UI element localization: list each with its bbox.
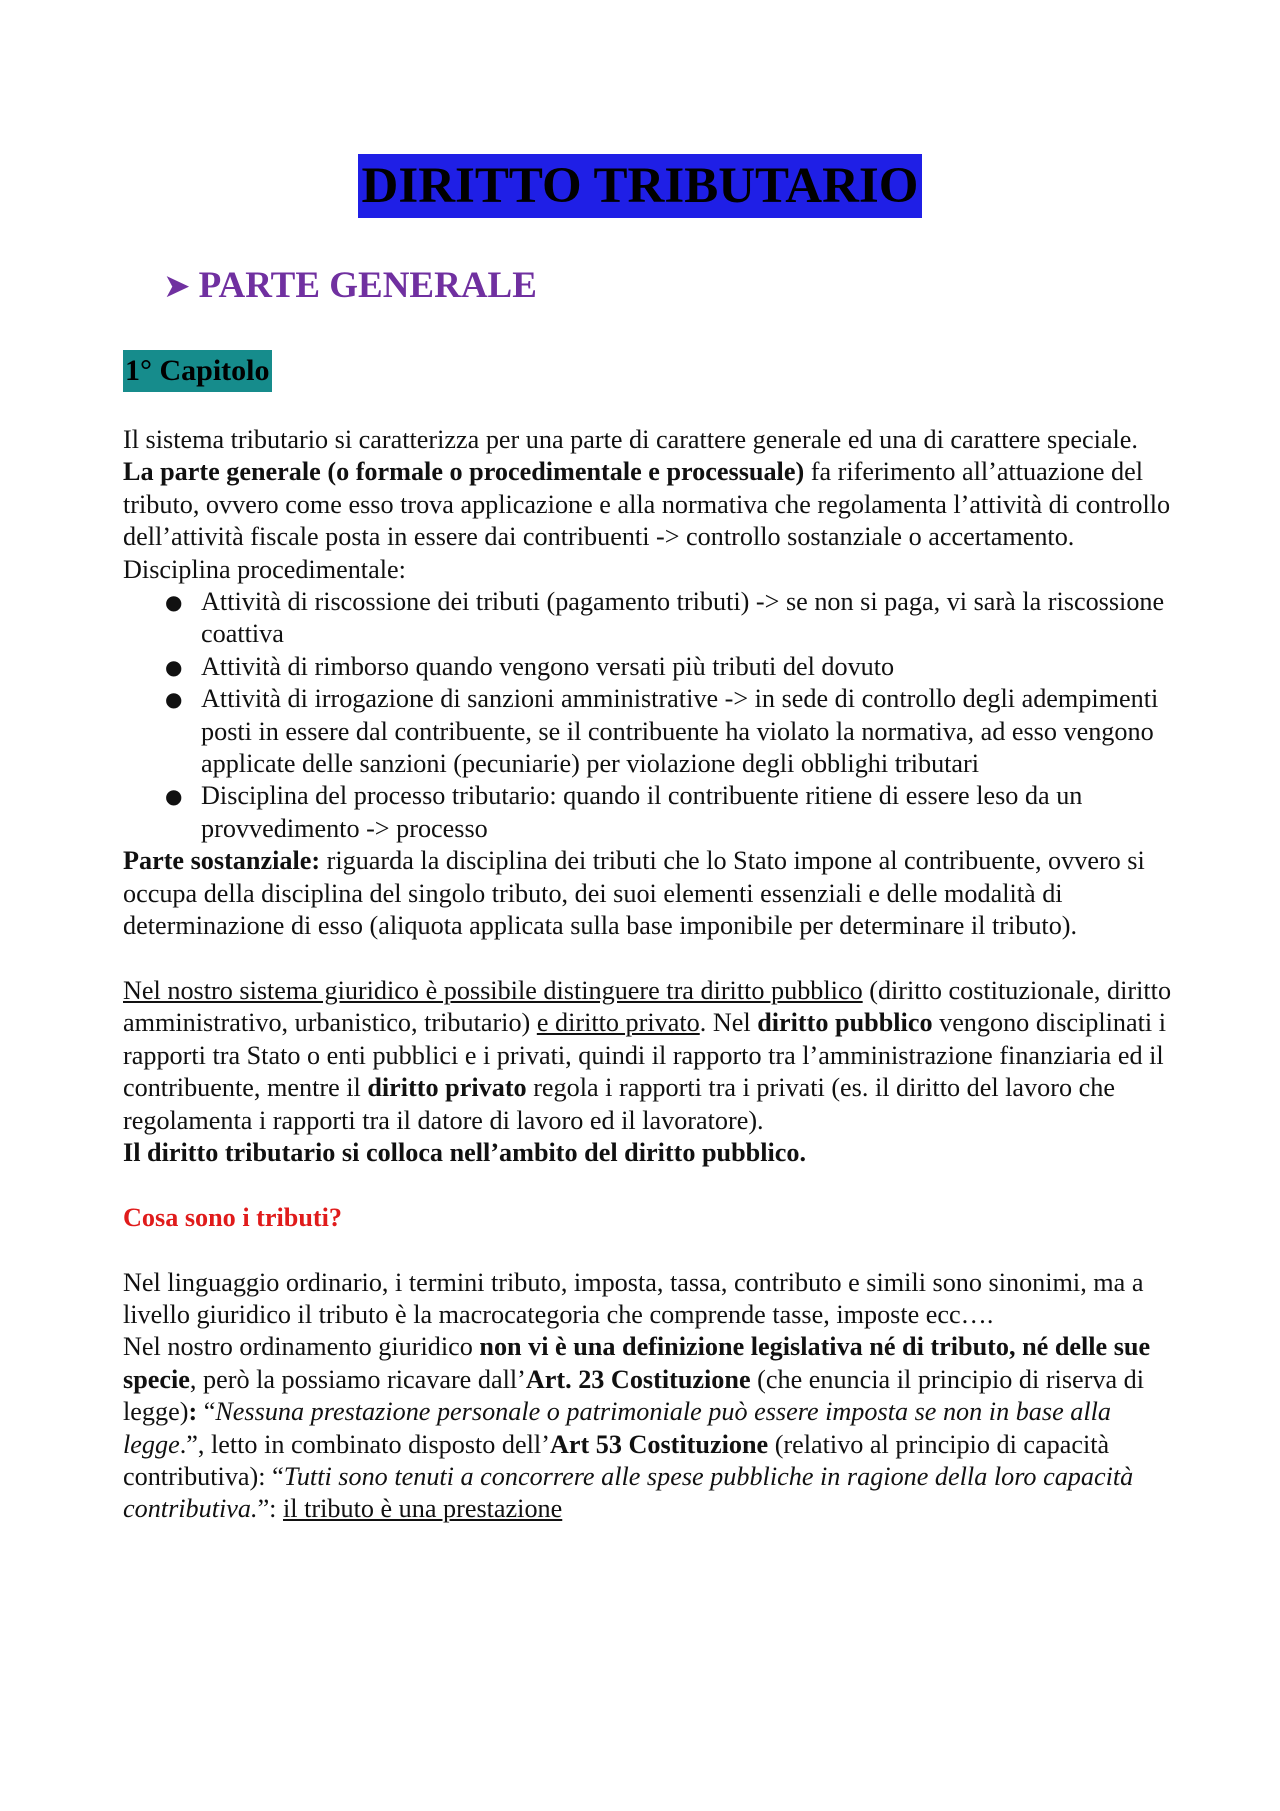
text-run: (relativo al principio di capacità contributiva): “ [123,1429,1110,1491]
bullet-list [123,586,1173,845]
bold-text: Il diritto tributario si colloca nell’ambito del diritto pubblico. [123,1137,807,1167]
text-run: ”: [257,1494,284,1524]
text-run: riguarda la disciplina dei tributi che lo Stato impone al contribuente, ovvero si occupa della disciplina del singolo tributo, dei suoi elementi essenziali e delle modalità di determinazione di esso (aliquota applicata sulla base imponibile per determinare il tributo). [123,846,1145,941]
paragraph-procedural: Disciplina procedimentale: [123,554,406,584]
text-run: “ [197,1397,216,1427]
bold-text: Art. 23 Costituzione [525,1364,751,1394]
text-run: vengono disciplinati i rapporti tra Stato o enti pubblici e i privati, quindi il rapporto tra l’amministrazione finanziaria ed il contribuente, mentre il [123,1008,1167,1103]
paragraph-conclusion [123,1137,1173,1169]
list-item [165,586,1173,651]
text-run: . Nel [699,1008,758,1038]
paragraph-definition [123,1331,1173,1525]
list-item [165,651,1173,683]
paragraph-general-part [123,456,1173,553]
title-container [0,154,1280,218]
bold-text: non vi è una definizione legislativa né di tributo, né delle sue specie [123,1332,1151,1394]
bold-text: Parte sostanziale: [123,846,321,876]
paragraph-substantive [123,845,1173,942]
blank-line [123,1169,1173,1201]
section-heading [163,262,537,310]
bullet-icon: ● [165,687,183,712]
underlined-text: Nel nostro sistema giuridico è possibile distinguere tra diritto pubblico [123,975,863,1005]
text-run: .”, letto in combinato disposto dell’ [179,1429,550,1459]
text-run: regola i rapporti tra i privati (es. il diritto del lavoro che regolamenta i rapporti tra il datore di lavoro ed il lavoratore). [123,1073,1115,1135]
text-run: (diritto costituzionale, diritto amministrativo, urbanistico, tributario) [123,975,1172,1038]
bold-text: La parte generale (o formale o procedimentale e processuale) [123,457,805,487]
bold-text: diritto privato [367,1073,527,1103]
section-heading-text: PARTE GENERALE [198,265,537,306]
paragraph-public-private [123,975,1173,1137]
list-item-text: Attività di irrogazione di sanzioni amministrative -> in sede di controllo degli adempimenti posti in essere dal contribuente, se il contribuente ha violato la normativa, ad esso vengono applicate delle sanzioni (pecuniarie) per violazione degli obblighi tributari [201,684,1159,779]
list-item-text: Attività di riscossione dei tributi (pagamento tributi) -> se non si paga, vi sarà la riscossione coattiva [201,587,1165,649]
bullet-icon: ● [165,784,183,809]
list-item-text: Disciplina del processo tributario: quando il contribuente ritiene di essere leso da un provvedimento -> processo [201,781,1083,843]
text-run: fa riferimento all’attuazione del tributo, ovvero come esso trova applicazione e alla normativa che regolamenta l’attività di controllo dell’attività fiscale posta in essere dai contribuenti -> controllo sostanziale o accertamento. [123,457,1171,552]
text-run: (che enuncia il principio di riserva di legge) [123,1364,1144,1427]
text-run: , però la possiamo ricavare dall’ [189,1364,526,1394]
document-title: DIRITTO TRIBUTARIO [358,154,923,218]
blank-line [123,1234,1173,1266]
underlined-text: il tributo è una prestazione [283,1494,563,1524]
list-item [165,683,1173,780]
underlined-text: e diritto privato [536,1008,700,1038]
bullet-icon: ● [165,590,183,615]
list-item [165,780,1173,845]
paragraph-ordinary-language: Nel linguaggio ordinario, i termini tributo, imposta, tassa, contributo e simili sono sinonimi, ma a livello giuridico il tributo è la macrocategoria che comprende tasse, imposte ecc…. [123,1267,1144,1329]
document-body [123,424,1173,1526]
italic-quote: Nessuna prestazione personale o patrimoniale può essere imposta se non in base alla legge [123,1397,1111,1459]
paragraph-intro: Il sistema tributario si caratterizza per una parte di carattere generale ed una di carattere speciale. [123,425,1138,454]
bold-text: : [188,1397,198,1427]
arrowhead-icon: ➤ [163,266,191,305]
text-run: Nel nostro ordinamento giuridico [123,1332,480,1362]
blank-line [123,943,1173,975]
question-heading: Cosa sono i tributi? [123,1202,342,1232]
list-item-text: Attività di rimborso quando vengono versati più tributi del dovuto [201,651,895,681]
chapter-heading: 1° Capitolo [123,350,272,392]
bold-text: diritto pubblico [757,1008,933,1038]
bullet-icon: ● [165,654,183,679]
bold-text: Art 53 Costituzione [549,1429,769,1459]
italic-quote: Tutti sono tenuti a concorrere alle spese pubbliche in ragione della loro capacità contributiva. [123,1461,1134,1524]
